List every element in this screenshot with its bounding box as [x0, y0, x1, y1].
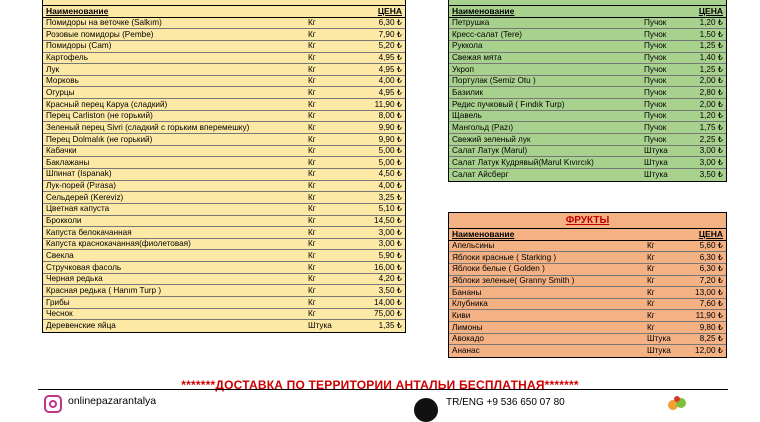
table-row — [43, 169, 405, 181]
item-unit: Кг — [308, 76, 316, 86]
item-price: 8,25 ₺ — [699, 334, 723, 344]
table-row — [43, 99, 405, 111]
header-name: Наименование — [46, 5, 109, 16]
item-name: Мангольд (Pazı) — [452, 122, 514, 132]
item-unit: Кг — [308, 297, 316, 307]
table-row — [43, 29, 405, 41]
item-price: 2,80 ₺ — [699, 87, 723, 97]
item-unit: Кг — [308, 134, 316, 144]
item-price: 7,90 ₺ — [378, 29, 402, 39]
item-unit: Кг — [647, 241, 655, 251]
item-name: Салат Айсберг — [452, 169, 509, 179]
table-row — [449, 241, 726, 253]
item-price: 75,00 ₺ — [374, 309, 402, 319]
table-row — [43, 297, 405, 309]
table-row — [449, 111, 726, 123]
item-name: Клубника — [452, 299, 488, 309]
item-price: 5,00 ₺ — [378, 146, 402, 156]
phone-logo-icon — [414, 398, 438, 422]
item-unit: Кг — [308, 309, 316, 319]
item-name: Редис пучковый ( Fındık Turp) — [452, 99, 565, 109]
item-price: 9,80 ₺ — [699, 322, 723, 332]
table-row — [449, 276, 726, 288]
item-name: Апельсины — [452, 241, 495, 251]
item-unit: Кг — [308, 29, 316, 39]
table-row — [449, 264, 726, 276]
item-name: Помидоры (Cam) — [46, 41, 112, 51]
table-row — [43, 134, 405, 146]
table-row — [449, 169, 726, 181]
item-name: Шпинат (Ispanak) — [46, 169, 112, 179]
item-name: Помидоры на веточке (Salkım) — [46, 18, 162, 28]
item-unit: Кг — [647, 287, 655, 297]
item-name: Киви — [452, 310, 471, 320]
item-name: Черная редька — [46, 274, 103, 284]
herbs-table — [448, 5, 727, 182]
item-name: Яблоки зеленые( Granny Smith ) — [452, 276, 575, 286]
item-name: Картофель — [46, 53, 88, 63]
table-row — [449, 146, 726, 158]
table-row — [449, 64, 726, 76]
item-name: Капуста белокачанная — [46, 227, 132, 237]
table-row — [43, 262, 405, 274]
table-row — [43, 216, 405, 228]
item-unit: Кг — [308, 87, 316, 97]
item-name: Салат Латук Кудрявый(Marul Kıvırcık) — [452, 157, 594, 167]
item-unit: Кг — [308, 227, 316, 237]
header-price: ЦЕНА — [698, 5, 723, 16]
item-name: Сельдерей (Kereviz) — [46, 192, 124, 202]
item-unit: Кг — [308, 285, 316, 295]
item-price: 14,00 ₺ — [374, 297, 402, 307]
table-row — [449, 76, 726, 88]
item-price: 4,00 ₺ — [378, 181, 402, 191]
item-unit: Штука — [647, 346, 671, 356]
table-row — [43, 76, 405, 88]
item-price: 4,95 ₺ — [378, 53, 402, 63]
delivery-banner: *******ДОСТАВКА ПО ТЕРРИТОРИИ АНТАЛЬИ БЕСПЛАТНАЯ******* — [181, 378, 579, 392]
item-price: 3,00 ₺ — [378, 239, 402, 249]
item-name: Яблоки красные ( Starking ) — [452, 252, 557, 262]
item-name: Укроп — [452, 64, 474, 74]
item-name: Ананас — [452, 346, 480, 356]
table-row — [43, 227, 405, 239]
item-unit: Кг — [308, 169, 316, 179]
item-price: 5,20 ₺ — [378, 41, 402, 51]
footer-divider — [38, 389, 728, 390]
table-row — [43, 204, 405, 216]
item-unit: Штука — [308, 321, 332, 331]
table-row — [449, 334, 726, 346]
item-price: 1,25 ₺ — [699, 41, 723, 51]
item-name: Баклажаны — [46, 157, 90, 167]
item-name: Огурцы — [46, 87, 75, 97]
item-unit: Кг — [308, 122, 316, 132]
item-price: 3,00 ₺ — [699, 146, 723, 156]
item-unit: Пучок — [644, 99, 667, 109]
table-row — [449, 345, 726, 357]
item-price: 2,00 ₺ — [699, 99, 723, 109]
item-unit: Пучок — [644, 134, 667, 144]
item-name: Свежая мята — [452, 53, 502, 63]
item-unit: Кг — [308, 181, 316, 191]
item-price: 8,00 ₺ — [378, 111, 402, 121]
header-name: Наименование — [452, 5, 515, 16]
item-price: 1,50 ₺ — [699, 29, 723, 39]
item-unit: Кг — [308, 262, 316, 272]
table-row — [449, 53, 726, 65]
item-price: 16,00 ₺ — [374, 262, 402, 272]
item-name: Лук-порей (Pırasa) — [46, 181, 116, 191]
vegetables-table — [42, 5, 406, 333]
item-unit: Кг — [647, 264, 655, 274]
table-header — [449, 229, 726, 241]
item-unit: Пучок — [644, 29, 667, 39]
table-row — [43, 320, 405, 332]
item-name: Кабачки — [46, 146, 77, 156]
item-unit: Кг — [308, 99, 316, 109]
instagram-handle[interactable]: onlinepazarantalya — [68, 395, 157, 407]
item-unit: Кг — [647, 276, 655, 286]
item-unit: Штука — [644, 157, 668, 167]
table-row — [449, 87, 726, 99]
item-name: Брокколи — [46, 216, 82, 226]
table-row — [449, 252, 726, 264]
phone-number[interactable]: TR/ENG +9 536 650 07 80 — [446, 397, 565, 408]
item-name: Свежий зеленый лук — [452, 134, 531, 144]
item-unit: Кг — [308, 204, 316, 214]
item-name: Стручковая фасоль — [46, 262, 122, 272]
table-row — [449, 99, 726, 111]
item-unit: Кг — [308, 111, 316, 121]
table-row — [43, 250, 405, 262]
item-unit: Кг — [308, 192, 316, 202]
table-row — [43, 192, 405, 204]
item-unit: Кг — [308, 216, 316, 226]
item-unit: Пучок — [644, 53, 667, 63]
table-row — [449, 18, 726, 30]
item-price: 3,00 ₺ — [378, 227, 402, 237]
fruits-table — [448, 212, 727, 358]
item-name: Петрушка — [452, 18, 490, 28]
item-price: 6,30 ₺ — [699, 264, 723, 274]
item-price: 5,90 ₺ — [378, 250, 402, 260]
item-name: Капуста краснокачанная(фиолетовая) — [46, 239, 191, 249]
item-unit: Кг — [308, 53, 316, 63]
item-name: Деревенские яйца — [46, 321, 116, 331]
item-price: 7,20 ₺ — [699, 276, 723, 286]
item-name: Бананы — [452, 287, 482, 297]
item-unit: Кг — [308, 41, 316, 51]
item-name: Цветная капуста — [46, 204, 110, 214]
item-price: 14,50 ₺ — [374, 216, 402, 226]
table-header — [449, 6, 726, 18]
table-row — [43, 146, 405, 158]
item-name: Красная редька ( Hanım Turp ) — [46, 285, 162, 295]
item-price: 12,00 ₺ — [695, 346, 723, 356]
item-name: Портулак (Semiz Otu ) — [452, 76, 536, 86]
table-row — [43, 274, 405, 286]
header-price: ЦЕНА — [698, 228, 723, 239]
item-price: 6,30 ₺ — [378, 18, 402, 28]
table-row — [43, 18, 405, 30]
item-name: Морковь — [46, 76, 79, 86]
table-row — [43, 181, 405, 193]
item-price: 9,90 ₺ — [378, 122, 402, 132]
item-unit: Пучок — [644, 64, 667, 74]
item-price: 4,00 ₺ — [378, 76, 402, 86]
fruits-title — [449, 213, 726, 229]
table-row — [449, 287, 726, 299]
table-row — [43, 122, 405, 134]
table-row — [43, 239, 405, 251]
item-unit: Пучок — [644, 111, 667, 121]
item-price: 4,95 ₺ — [378, 87, 402, 97]
item-price: 2,25 ₺ — [699, 134, 723, 144]
table-row — [449, 322, 726, 334]
item-unit: Пучок — [644, 122, 667, 132]
item-name: Чеснок — [46, 309, 73, 319]
item-price: 4,20 ₺ — [378, 274, 402, 284]
item-name: Зеленый перец Sivri (сладкий с горьким вперемешку) — [46, 122, 250, 132]
item-price: 6,30 ₺ — [699, 252, 723, 262]
item-unit: Штука — [644, 169, 668, 179]
item-name: Салат Латук (Marul) — [452, 146, 528, 156]
item-price: 5,10 ₺ — [378, 204, 402, 214]
item-unit: Кг — [308, 64, 316, 74]
item-price: 1,35 ₺ — [378, 321, 402, 331]
table-row — [43, 41, 405, 53]
table-row — [449, 299, 726, 311]
item-name: Лук — [46, 64, 60, 74]
item-price: 5,00 ₺ — [378, 157, 402, 167]
item-unit: Кг — [647, 310, 655, 320]
item-unit: Кг — [647, 252, 655, 262]
item-price: 5,60 ₺ — [699, 241, 723, 251]
table-row — [449, 134, 726, 146]
table-row — [43, 111, 405, 123]
item-unit: Пучок — [644, 18, 667, 28]
item-price: 11,90 ₺ — [695, 310, 723, 320]
item-price: 1,20 ₺ — [699, 18, 723, 28]
table-row — [43, 87, 405, 99]
item-name: Розовые помидоры (Pembe) — [46, 29, 154, 39]
item-price: 2,00 ₺ — [699, 76, 723, 86]
item-name: Кресс-салат (Tere) — [452, 29, 522, 39]
instagram-icon[interactable] — [44, 395, 62, 413]
item-price: 4,50 ₺ — [378, 169, 402, 179]
item-unit: Кг — [647, 322, 655, 332]
fruits-title-text: ФРУКТЫ — [565, 214, 610, 226]
item-name: Свекла — [46, 250, 74, 260]
item-price: 1,25 ₺ — [699, 64, 723, 74]
item-name: Красный перец Каруа (сладкий) — [46, 99, 168, 109]
item-unit: Кг — [308, 157, 316, 167]
item-price: 3,50 ₺ — [699, 169, 723, 179]
table-row — [43, 285, 405, 297]
item-name: Перец Dolmalık (не горький) — [46, 134, 153, 144]
item-name: Лимоны — [452, 322, 483, 332]
item-price: 3,50 ₺ — [378, 285, 402, 295]
item-price: 1,20 ₺ — [699, 111, 723, 121]
fruit-basket-icon — [664, 393, 692, 413]
item-unit: Пучок — [644, 41, 667, 51]
item-name: Грибы — [46, 297, 70, 307]
item-price: 9,90 ₺ — [378, 134, 402, 144]
item-unit: Кг — [308, 274, 316, 284]
table-row — [449, 310, 726, 322]
table-row — [43, 309, 405, 321]
item-price: 11,90 ₺ — [374, 99, 402, 109]
item-price: 3,25 ₺ — [378, 192, 402, 202]
item-price: 1,75 ₺ — [699, 122, 723, 132]
item-name: Яблоки белые ( Golden ) — [452, 264, 545, 274]
item-unit: Штука — [644, 146, 668, 156]
item-price: 3,00 ₺ — [699, 157, 723, 167]
item-unit: Кг — [308, 18, 316, 28]
item-name: Базилик — [452, 87, 484, 97]
item-unit: Кг — [647, 299, 655, 309]
item-unit: Пучок — [644, 87, 667, 97]
table-row — [449, 122, 726, 134]
item-price: 7,60 ₺ — [699, 299, 723, 309]
item-unit: Штука — [647, 334, 671, 344]
item-name: Перец Carliston (не горький) — [46, 111, 153, 121]
table-row — [43, 157, 405, 169]
item-unit: Кг — [308, 239, 316, 249]
item-unit: Кг — [308, 250, 316, 260]
table-row — [43, 64, 405, 76]
item-price: 13,00 ₺ — [695, 287, 723, 297]
item-unit: Пучок — [644, 76, 667, 86]
table-row — [449, 41, 726, 53]
item-name: Щавель — [452, 111, 482, 121]
header-price: ЦЕНА — [377, 5, 402, 16]
header-name: Наименование — [452, 228, 515, 239]
item-name: Руккола — [452, 41, 483, 51]
item-price: 4,95 ₺ — [378, 64, 402, 74]
table-row — [449, 29, 726, 41]
item-price: 1,40 ₺ — [699, 53, 723, 63]
table-row — [449, 157, 726, 169]
item-unit: Кг — [308, 146, 316, 156]
table-row — [43, 53, 405, 65]
table-header — [43, 6, 405, 18]
item-name: Авокадо — [452, 334, 484, 344]
